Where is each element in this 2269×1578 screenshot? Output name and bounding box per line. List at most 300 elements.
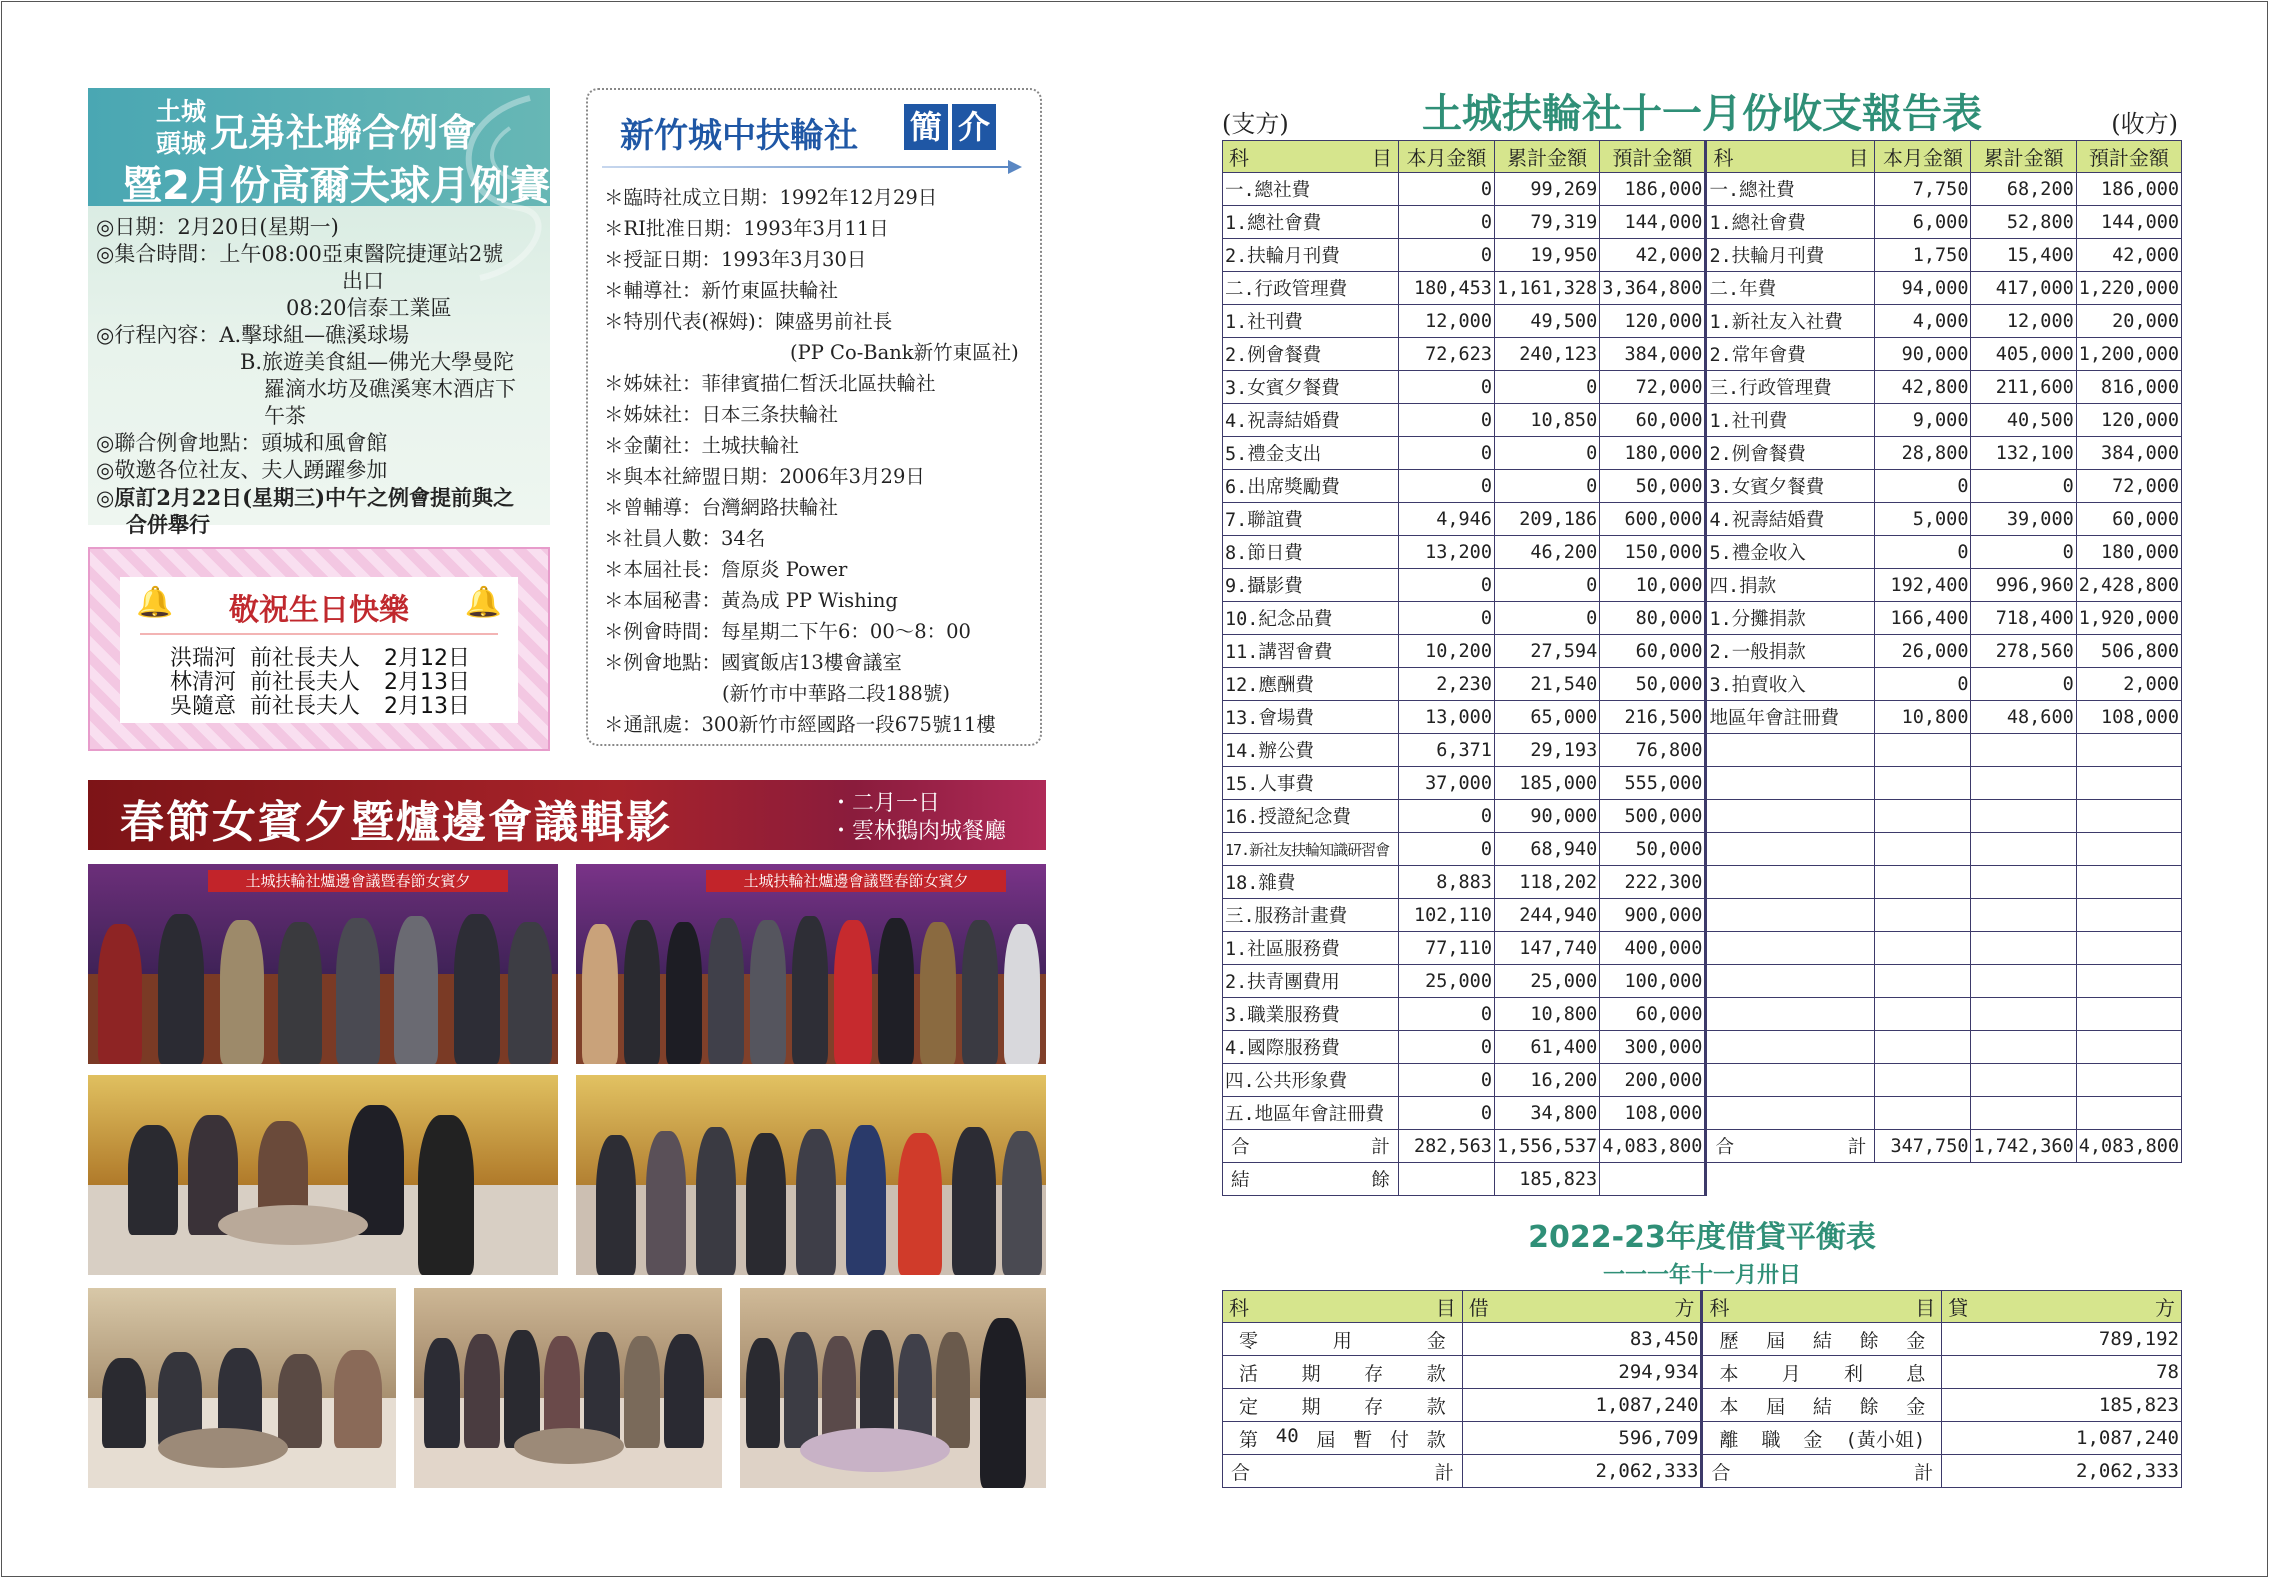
event-photo [88,864,558,1064]
empty-cell [2076,767,2181,800]
income-subject: 3.拍賣收入 [1706,668,1875,701]
report-table [1222,140,2182,1196]
report-row [1223,965,2182,998]
expense-cumulative: 0 [1494,437,1599,470]
income-subject: 1.新社友入社費 [1706,305,1875,338]
expense-budget: 50,000 [1600,833,1706,866]
expense-month: 0 [1398,569,1494,602]
expense-month: 0 [1398,1064,1494,1097]
income-month: 7,750 [1875,173,1971,206]
empty-cell [1875,899,1971,932]
expense-subject: 8.節日費 [1223,536,1399,569]
debit-amount: 1,087,240 [1462,1389,1702,1422]
income-budget: 180,000 [2076,536,2181,569]
income-month: 5,000 [1875,503,1971,536]
income-month: 26,000 [1875,635,1971,668]
expense-cumulative: 21,540 [1494,668,1599,701]
meeting-invite: ◎敬邀各位社友、夫人踴躍參加 [96,458,388,482]
expense-cumulative: 99,269 [1494,173,1599,206]
bell-icon: 🔔 [136,585,174,620]
debit-amount: 294,934 [1462,1356,1702,1389]
meeting-note-2: 合併舉行 [126,512,210,537]
income-subject: 2.例會餐費 [1706,437,1875,470]
intro-item: ＊通訊處：300新竹市經國路一段675號11樓 [604,713,996,736]
empty-cell [1600,1163,1706,1196]
empty-cell [1971,965,2076,998]
col-month: 本月金額 [1398,141,1494,173]
empty-cell [1875,965,1971,998]
empty-cell [1875,1031,1971,1064]
expense-budget: 76,800 [1600,734,1706,767]
meeting-club-bottom: 頭城 [156,129,207,158]
income-budget: 72,000 [2076,470,2181,503]
photo-banner-place: ・雲林鵝肉城餐廳 [830,819,1007,844]
income-subject: 一.總社費 [1706,173,1875,206]
birthday-role: 前社長夫人 [250,694,361,719]
report-row [1223,1064,2182,1097]
expense-cumulative: 1,161,328 [1494,272,1599,305]
meeting-gather-2: 出口 [342,269,384,293]
income-month: 6,000 [1875,206,1971,239]
intro-item: ＊授証日期：1993年3月30日 [604,248,867,271]
photo-banner [88,780,1046,850]
income-subject: 三.行政管理費 [1706,371,1875,404]
total-label: 合 計 [1223,1130,1399,1163]
expense-budget: 80,000 [1600,602,1706,635]
report-row [1223,932,2182,965]
credit-subject: 歷 屆 結 餘 金 [1702,1323,1942,1356]
income-subject: 2.一般捐款 [1706,635,1875,668]
empty-cell [1971,899,2076,932]
empty-cell [2076,965,2181,998]
empty-cell [1971,833,2076,866]
empty-cell [1706,998,1875,1031]
expense-subject: 1.總社會費 [1223,206,1399,239]
expense-cumulative: 0 [1494,371,1599,404]
expense-budget: 186,000 [1600,173,1706,206]
meeting-gather-1: ◎集合時間：上午08:00亞東醫院捷運站2號 [96,242,504,266]
income-month: 166,400 [1875,602,1971,635]
intro-item: ＊本屆社長：詹原炎 Power [604,558,848,581]
arrow-right-icon [1008,160,1022,174]
income-budget: 120,000 [2076,404,2181,437]
intro-item: ＊RI批准日期：1993年3月11日 [604,217,889,240]
bal-col-credit: 貸 方 [1942,1291,2182,1323]
debit-amount: 83,450 [1462,1323,1702,1356]
report-header [1222,78,2182,138]
income-cumulative: 0 [1971,668,2076,701]
report-row [1223,833,2182,866]
birthday-name: 林清河 [170,670,237,695]
bal-col-subject: 科 目 [1702,1291,1942,1323]
expense-subject: 17.新社友扶輪知識研習會 [1223,833,1399,866]
expense-cumulative: 240,123 [1494,338,1599,371]
empty-cell [1875,1064,1971,1097]
birthday-row [170,647,470,671]
expense-month: 0 [1398,602,1494,635]
expense-subject: 12.應酬費 [1223,668,1399,701]
expense-budget: 120,000 [1600,305,1706,338]
expense-month: 13,200 [1398,536,1494,569]
balance-label: 結 餘 [1223,1163,1399,1196]
income-month: 90,000 [1875,338,1971,371]
income-cumulative: 0 [1971,536,2076,569]
birthday-date: 2月13日 [384,670,470,695]
income-total: 4,083,800 [2076,1130,2181,1163]
income-cumulative: 0 [1971,470,2076,503]
report-row [1223,305,2182,338]
expense-budget: 60,000 [1600,998,1706,1031]
expense-month: 0 [1398,998,1494,1031]
credit-subject: 本 月 利 息 [1702,1356,1942,1389]
expense-month: 0 [1398,173,1494,206]
income-budget: 42,000 [2076,239,2181,272]
empty-cell [1706,866,1875,899]
intro-tag: 簡 [904,104,948,150]
expense-cumulative: 79,319 [1494,206,1599,239]
balance-total-row [1223,1455,2182,1488]
expense-subject: 11.講習會費 [1223,635,1399,668]
report-row [1223,1031,2182,1064]
credit-amount: 1,087,240 [1942,1422,2182,1455]
intro-item: ＊臨時社成立日期：1992年12月29日 [604,186,938,209]
expense-budget: 108,000 [1600,1097,1706,1130]
income-month: 0 [1875,536,1971,569]
income-budget: 816,000 [2076,371,2181,404]
income-subject: 5.禮金收入 [1706,536,1875,569]
expense-month: 0 [1398,833,1494,866]
col-subject: 科 目 [1706,141,1875,173]
birthday-divider [140,633,498,635]
meeting-note-1: ◎原訂2月22日(星期三)中午之例會提前與之 [96,485,515,510]
report-row [1223,899,2182,932]
income-budget: 2,428,800 [2076,569,2181,602]
income-subject: 四.捐款 [1706,569,1875,602]
empty-cell [2076,1097,2181,1130]
empty-cell [1706,800,1875,833]
meeting-title-sub: 暨2月份高爾夫球月例賽 [122,163,550,209]
expense-month: 0 [1398,239,1494,272]
income-month: 192,400 [1875,569,1971,602]
expense-cumulative: 65,000 [1494,701,1599,734]
report-row [1223,998,2182,1031]
expense-budget: 144,000 [1600,206,1706,239]
expense-subject: 1.社區服務費 [1223,932,1399,965]
debit-subject: 定 期 存 款 [1223,1389,1463,1422]
report-row [1223,272,2182,305]
empty-cell [1706,932,1875,965]
expense-subject: 2.扶輪月刊費 [1223,239,1399,272]
empty-cell [1971,800,2076,833]
expense-cumulative: 244,940 [1494,899,1599,932]
expense-subject: 7.聯誼費 [1223,503,1399,536]
report-right-label: (收方) [2111,110,2178,138]
meeting-itinerary-4: 午茶 [264,404,306,428]
expense-month: 4,946 [1398,503,1494,536]
empty-cell [1875,833,1971,866]
income-month: 28,800 [1875,437,1971,470]
intro-item: ＊輔導社：新竹東區扶輪社 [604,279,839,302]
report-row [1223,404,2182,437]
income-subject: 4.祝壽結婚費 [1706,503,1875,536]
debit-amount: 596,709 [1462,1422,1702,1455]
report-header-row [1223,141,2182,173]
balance-value: 185,823 [1494,1163,1599,1196]
birthday-title: 敬祝生日快樂 [229,593,409,628]
expense-month: 0 [1398,1031,1494,1064]
expense-subject: 14.辦公費 [1223,734,1399,767]
expense-subject: 18.雜費 [1223,866,1399,899]
expense-budget: 222,300 [1600,866,1706,899]
income-budget: 108,000 [2076,701,2181,734]
report-row [1223,206,2182,239]
expense-budget: 72,000 [1600,371,1706,404]
income-budget: 186,000 [2076,173,2181,206]
income-budget: 1,220,000 [2076,272,2181,305]
expense-subject: 9.攝影費 [1223,569,1399,602]
income-subject: 2.常年會費 [1706,338,1875,371]
empty-cell [1706,1064,1875,1097]
expense-budget: 384,000 [1600,338,1706,371]
bell-icon: 🔔 [464,585,502,620]
report-row [1223,668,2182,701]
income-month: 0 [1875,668,1971,701]
meeting-info [96,214,548,538]
meeting-header [88,88,550,209]
balance-row [1223,1422,2182,1455]
intro-list [604,182,1019,740]
expense-month: 12,000 [1398,305,1494,338]
expense-subject: 16.授證紀念費 [1223,800,1399,833]
income-subject: 3.女賓夕餐費 [1706,470,1875,503]
expense-cumulative: 46,200 [1494,536,1599,569]
income-cumulative: 132,100 [1971,437,2076,470]
income-budget: 1,920,000 [2076,602,2181,635]
report-row [1223,371,2182,404]
income-cumulative: 996,960 [1971,569,2076,602]
report-total-row [1223,1130,2182,1163]
report-row [1223,701,2182,734]
income-month: 42,800 [1875,371,1971,404]
expense-total: 1,556,537 [1494,1130,1599,1163]
empty-cell [1875,767,1971,800]
expense-subject: 2.例會餐費 [1223,338,1399,371]
empty-cell [1971,998,2076,1031]
meeting-itinerary-2: B.旅遊美食組—佛光大學曼陀 [240,350,515,374]
income-month: 0 [1875,470,1971,503]
income-month: 1,750 [1875,239,1971,272]
income-month: 94,000 [1875,272,1971,305]
birthday-card [88,547,550,751]
expense-month: 0 [1398,800,1494,833]
expense-subject: 四.公共形象費 [1223,1064,1399,1097]
balance-row [1223,1389,2182,1422]
col-cumulative: 累計金額 [1971,141,2076,173]
empty-cell [1706,965,1875,998]
expense-month: 13,000 [1398,701,1494,734]
income-cumulative: 278,560 [1971,635,2076,668]
birthday-role: 前社長夫人 [250,646,361,671]
intro-item: ＊金蘭社：土城扶輪社 [604,434,800,457]
balance-table [1222,1290,2182,1488]
report-balance-row [1223,1163,2182,1196]
expense-cumulative: 147,740 [1494,932,1599,965]
expense-month: 77,110 [1398,932,1494,965]
expense-subject: 10.紀念品費 [1223,602,1399,635]
empty-cell [1875,1097,1971,1130]
expense-subject: 2.扶青團費用 [1223,965,1399,998]
expense-budget: 400,000 [1600,932,1706,965]
credit-amount: 78 [1942,1356,2182,1389]
income-budget: 144,000 [2076,206,2181,239]
expense-cumulative: 29,193 [1494,734,1599,767]
intro-item: ＊特別代表(褓姆)：陳盛男前社長 [604,310,893,333]
expense-month: 102,110 [1398,899,1494,932]
birthday-list [170,647,470,719]
empty-cell [1875,734,1971,767]
report-row [1223,338,2182,371]
report-row [1223,536,2182,569]
stage-banner: 土城扶輪社爐邊會議暨春節女賓夕 [706,870,1006,892]
photo-banner-date: ・二月一日 [830,791,941,816]
empty-cell [1971,932,2076,965]
empty-cell [1971,1064,2076,1097]
birthday-inner [120,577,518,723]
empty-cell [1706,734,1875,767]
empty-cell [1706,833,1875,866]
expense-cumulative: 61,400 [1494,1031,1599,1064]
expense-budget: 600,000 [1600,503,1706,536]
report-row [1223,602,2182,635]
bal-col-debit: 借 方 [1462,1291,1702,1323]
income-cumulative: 211,600 [1971,371,2076,404]
expense-cumulative: 68,940 [1494,833,1599,866]
expense-budget: 60,000 [1600,404,1706,437]
balance-subtitle: 一一一年十一月卅日 [1602,1263,1801,1288]
income-cumulative: 52,800 [1971,206,2076,239]
empty-cell [1706,1163,2182,1196]
expense-month: 0 [1398,470,1494,503]
event-photo [88,1075,558,1275]
event-photo [740,1288,1046,1488]
intro-item: ＊本屆秘書：黃為成 PP Wishing [604,589,898,612]
expense-budget: 10,000 [1600,569,1706,602]
income-subject: 二.年費 [1706,272,1875,305]
expense-month: 0 [1398,206,1494,239]
income-budget: 506,800 [2076,635,2181,668]
expense-budget: 50,000 [1600,470,1706,503]
intro-tag: 介 [952,104,996,150]
empty-cell [1706,899,1875,932]
report-left-label: (支方) [1222,110,1289,138]
photo-banner-title: 春節女賓夕暨爐邊會議輯影 [120,797,672,848]
income-cumulative: 12,000 [1971,305,2076,338]
income-cumulative: 40,500 [1971,404,2076,437]
expense-budget: 100,000 [1600,965,1706,998]
expense-total: 4,083,800 [1600,1130,1706,1163]
expense-month: 37,000 [1398,767,1494,800]
debit-subject: 第 40 屆 暫 付 款 [1223,1422,1463,1455]
birthday-name: 洪瑞河 [170,646,237,671]
intro-item: (新竹市中華路二段188號) [722,682,950,705]
expense-month: 2,230 [1398,668,1494,701]
expense-budget: 216,500 [1600,701,1706,734]
intro-item: (PP Co-Bank新竹東區社) [790,341,1019,364]
report-row [1223,767,2182,800]
expense-cumulative: 34,800 [1494,1097,1599,1130]
col-subject: 科 目 [1223,141,1399,173]
empty-cell [1971,1097,2076,1130]
birthday-date: 2月12日 [384,646,470,671]
expense-subject: 4.祝壽結婚費 [1223,404,1399,437]
income-total: 347,750 [1875,1130,1971,1163]
expense-cumulative: 0 [1494,602,1599,635]
expense-subject: 3.女賓夕餐費 [1223,371,1399,404]
expense-cumulative: 27,594 [1494,635,1599,668]
intro-item: ＊與本社締盟日期：2006年3月29日 [604,465,925,488]
expense-month: 6,371 [1398,734,1494,767]
income-cumulative: 48,600 [1971,701,2076,734]
expense-cumulative: 49,500 [1494,305,1599,338]
expense-budget: 500,000 [1600,800,1706,833]
income-cumulative: 718,400 [1971,602,2076,635]
expense-cumulative: 10,800 [1494,998,1599,1031]
report-row [1223,1097,2182,1130]
expense-budget: 50,000 [1600,668,1706,701]
event-photo [576,1075,1046,1275]
intro-title: 新竹城中扶輪社 [620,116,858,156]
expense-budget: 300,000 [1600,1031,1706,1064]
expense-budget: 3,364,800 [1600,272,1706,305]
report-row [1223,239,2182,272]
expense-subject: 3.職業服務費 [1223,998,1399,1031]
expense-subject: 6.出席獎勵費 [1223,470,1399,503]
income-cumulative: 417,000 [1971,272,2076,305]
debit-subject: 零 用 金 [1223,1323,1463,1356]
expense-month: 0 [1398,404,1494,437]
expense-subject: 五.地區年會註冊費 [1223,1097,1399,1130]
empty-cell [1706,1031,1875,1064]
col-month: 本月金額 [1875,141,1971,173]
credit-amount: 789,192 [1942,1323,2182,1356]
expense-month: 0 [1398,371,1494,404]
credit-subject: 本 屆 結 餘 金 [1702,1389,1942,1422]
intro-item: ＊例會地點：國賓飯店13樓會議室 [604,651,902,674]
expense-budget: 60,000 [1600,635,1706,668]
income-subject: 1.分攤捐款 [1706,602,1875,635]
debit-subject: 活 期 存 款 [1223,1356,1463,1389]
expense-total: 282,563 [1398,1130,1494,1163]
expense-cumulative: 90,000 [1494,800,1599,833]
income-cumulative: 15,400 [1971,239,2076,272]
expense-month: 10,200 [1398,635,1494,668]
meeting-itinerary-3: 羅滴水坊及礁溪寒木酒店下 [264,377,516,401]
expense-cumulative: 0 [1494,470,1599,503]
report-row [1223,503,2182,536]
intro-item: ＊姊妹社：菲律賓描仁晳沃北區扶輪社 [604,372,936,395]
expense-cumulative: 25,000 [1494,965,1599,998]
intro-item: ＊例會時間：每星期二下午6：00～8：00 [604,620,971,643]
expense-budget: 150,000 [1600,536,1706,569]
empty-cell [1706,767,1875,800]
meeting-date: ◎日期：2月20日(星期一) [96,215,339,239]
credit-subject: 離 職 金 (黃小姐) [1702,1422,1942,1455]
expense-subject: 13.會場費 [1223,701,1399,734]
expense-cumulative: 16,200 [1494,1064,1599,1097]
empty-cell [2076,866,2181,899]
meeting-title-main: 兄弟社聯合例會 [210,111,477,155]
expense-month: 180,453 [1398,272,1494,305]
